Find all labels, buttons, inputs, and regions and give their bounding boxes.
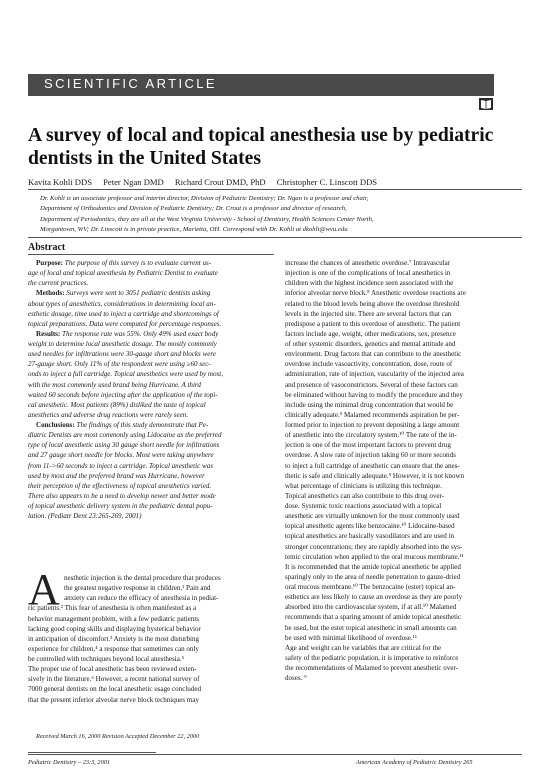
text-line: levels in the injected site. There are several factors that can (285, 309, 452, 318)
author-list (28, 177, 386, 187)
abstract-line (28, 471, 274, 481)
abstract-line (28, 390, 274, 400)
abstract-text: The purpose of this survey is to evaluate current us- (63, 259, 212, 267)
text-line: anesthetic are virtually unknown for the most commonly used (285, 512, 460, 521)
abstract-text: weight to determine local anesthetic dosage. The mostly commonly (28, 340, 217, 348)
text-line: be used, but the ester topical anesthetic in small amounts can (285, 623, 457, 632)
text-line: anxiety can reduce the efficacy of anesthesia in pediat- (64, 594, 219, 603)
abstract-line (28, 481, 274, 491)
abstract-text: used by most and the preferred brand was Hurricane, however (28, 471, 205, 480)
footer-rule (28, 754, 522, 755)
section-banner-label: SCIENTIFIC ARTICLE (44, 76, 217, 91)
abstract-line (28, 400, 274, 410)
divider (28, 752, 156, 753)
abstract-line (28, 420, 274, 430)
text-line: sparingly only to the area of needle penetration to gauze-dried (285, 572, 461, 581)
abstract-text: The findings of this study demonstrate that Pe- (74, 421, 209, 429)
abstract-section-label: Results: (36, 329, 61, 338)
text-line: that the present inferior alveolar nerve block techniques may (28, 695, 200, 704)
abstract-text: cal anesthetic. Most patients (89%) disliked the taste of topical (28, 400, 206, 409)
text-line: clinically adequate.⁹ Malamed recommends aspiration be per- (285, 410, 460, 419)
abstract-text: The response rate was 55%. Only 49% used exact body (60, 329, 219, 338)
text-line: jection is one of the most important factors to prevent drug (285, 441, 451, 450)
abstract-line (28, 440, 274, 450)
author-name: Peter Ngan DMD (103, 177, 164, 187)
abstract-line (28, 369, 274, 379)
text-line: predispose a patient to this overdose of anesthetic. The patient (285, 319, 461, 328)
abstract-section-label: Purpose: (36, 259, 64, 267)
abstract-text: onds to inject a full cartridge. Topical anesthetics were used by most, (28, 370, 224, 379)
text-line: The proper use of local anesthetic has been reviewed exten- (28, 665, 197, 674)
author-name: Kavita Kohli DDS (28, 177, 92, 187)
text-line: ric patients.² This fear of anesthesia is often manifested as a (28, 604, 197, 613)
abstract-line (28, 299, 274, 309)
footer-page: American Academy of Pediatric Dentistry 265 (356, 759, 473, 766)
divider (28, 237, 522, 238)
abstract-text: with the most commonly used brand being Hurricane. A third (28, 380, 201, 389)
abstract-text: used needles for infiltrations were 30-gauge short and blocks were (28, 350, 216, 359)
abstract-text: and 27 gauge short needle for blocks. Most were taking anywhere (28, 451, 214, 460)
text-line: the recommendations of Malamed to prevent anesthetic over- (285, 664, 459, 672)
abstract-line (28, 319, 274, 329)
text-line: administration, rate of injection, vascularity of the injected area (285, 370, 464, 379)
text-line: increase the chances of anesthetic overdose.⁷ Intravascular (285, 259, 451, 267)
text-line: injection is one of the complications of local anesthetics in (285, 269, 451, 278)
abstract-line (28, 430, 274, 440)
text-line: absorbed into the cardiovascular system, if at all.¹⁰ Malamed (285, 603, 457, 612)
abstract-line (28, 501, 274, 511)
text-line: overdose. A slow rate of injection taking 60 or more seconds (285, 451, 456, 460)
abstract-line (28, 309, 274, 319)
text-line: include using the minimal drug concentration that would be (285, 400, 454, 409)
text-line: dose. Systemic toxic reactions associated with a topical (285, 502, 442, 510)
text-line: of anesthetic into the circulatory system.¹⁰ The rate of the in- (285, 431, 457, 440)
text-line: safety of the pediatric population, it is imperative to reinforce (285, 653, 459, 662)
affiliation-block (40, 194, 540, 236)
abstract-text: the current practices. (28, 279, 89, 288)
author-name: Richard Crout DMD, PhD (174, 177, 266, 187)
text-line: the greatest negative response in children.¹ Pain and (64, 584, 211, 593)
affiliation-line: Dr. Kohli is an associate professor and interim director, Division of Pediatric Dentistry; Dr. Ngan is a professor and chair, (40, 195, 369, 202)
text-line: be eliminated without having to modify the procedure and they (285, 390, 463, 399)
affiliation-line: Department of Periodontics, they are all at the West Virginia University - School of Dentistry, Health Sciences Center North, (40, 215, 374, 223)
abstract-line (28, 359, 274, 369)
affiliation-line: Department of Orthodontics and Division of Pediatric Dentistry; Dr. Crout is a professor and director of research, (40, 205, 347, 213)
text-line: and presence of vasoconstrictors. Several of these factors can (285, 380, 458, 389)
text-line: 7000 general dentists on the local anesthetic usage concluded (28, 685, 201, 694)
abstract-text: diatric Dentists are most commonly using Lidocaine as the preferred (28, 431, 222, 440)
abstract-text: type of local anesthetic using 30 gauge short needle for infiltrations (28, 441, 220, 450)
abstract-text: of topical anesthetic delivery system in the pediatric dental popu- (28, 502, 213, 510)
received-dates: Received March 16, 2000 Revision Accepted December 22, 2000 (36, 733, 200, 740)
text-line: experience for children,⁴ a response that sometimes can only (28, 644, 199, 653)
text-line: thetic is safe and clinically adequate.⁹ However, it is not known (285, 471, 465, 480)
abstract-section-label: Methods: (36, 289, 65, 298)
abstract-text: 27-gauge short. Only 11% of the respondent were using ≥60 sec- (28, 360, 211, 369)
body-column-right (285, 258, 531, 683)
drop-cap: A (28, 565, 60, 614)
text-line: nesthetic injection is the dental procedure that produces (64, 574, 221, 582)
text-line: sively in the literature.⁶ However, a recent national survey of (28, 675, 200, 684)
abstract-body (28, 258, 274, 521)
text-line: children with the highest incidence seen associated with the (285, 279, 454, 288)
abstract-line (28, 329, 274, 339)
text-line: lacking good coping skills and displaying hysterical behavior (28, 624, 201, 633)
text-line: of other systemic disorders, genetics and mental attitude and (285, 340, 456, 348)
abstract-text: about types of anesthetics, considerations in determining local an- (28, 299, 216, 308)
abstract-text: There also appears to be a need to develop newer and better mode (28, 491, 216, 500)
text-line: environment. Drug factors that can contribute to the anesthetic (285, 350, 462, 359)
abstract-line (28, 278, 274, 288)
text-line: temic circulation when applied to the oral mucous membrane.¹¹ (285, 552, 464, 561)
abstract-text: age of local and topical anesthesia by Pediatric Dentist to evaluate (28, 269, 218, 278)
text-line: doses. ⁹ (285, 674, 307, 683)
text-line: be controlled with techniques beyond local anesthesia.⁵ (28, 655, 185, 663)
text-line: topical anesthetic agents like benzocaine.¹⁰ Lidocaine-based (285, 522, 455, 531)
abstract-line (28, 450, 274, 460)
text-line: esthetics are less likely to cause an overdose as they are poorly (285, 593, 463, 602)
text-line: be used with minimal likelihood of overdose.¹¹ (285, 633, 418, 642)
abstract-text: waited 60 seconds before injecting after the application of the topi- (28, 390, 218, 399)
abstract-line (28, 491, 274, 501)
author-name: Christopher C. Linscott DDS (276, 177, 378, 187)
divider (28, 189, 522, 190)
text-line: It is recommended that the amide topical anesthetic be applied (285, 562, 461, 571)
article-title: A survey of local and topical anesthesia use by pediatric dentists in the United States (28, 125, 494, 169)
abstract-line (28, 288, 274, 298)
body-column-left (28, 573, 274, 705)
text-line: recommends that a sparing amount of amide topical anesthetic (285, 613, 462, 622)
text-line: what percentage of clinicians is utilizing this technique. (285, 481, 442, 490)
abstract-line (28, 349, 274, 359)
abstract-line (28, 380, 274, 390)
text-line: topical anesthetics are basically vasodilators and are used in (285, 532, 455, 541)
abstract-text: from 11->60 seconds to inject a cartridge. Topical anesthetic was (28, 461, 213, 470)
text-line: related to the blood levels being above the overdose threshold (285, 299, 460, 308)
abstract-line (28, 511, 274, 521)
text-line: stronger concentrations; they are rapidly absorbed into the sys- (285, 542, 463, 551)
affiliation-line: Morgantown, WV; Dr. Linscott is in private practice, Marietta, OH. Correspond with Dr. Kohli at dkohli@wvu.edu (40, 226, 348, 234)
text-line: inferior alveolar nerve block.⁸ Anesthetic overdose reactions are (285, 289, 466, 298)
footer-journal: Pediatric Dentistry – 23:3, 2001 (28, 759, 111, 766)
text-line: Age and weight can be variables that are critical for the (285, 643, 442, 652)
book-icon (478, 96, 494, 112)
text-line: factors include age, weight, other medications, sex, presence (285, 329, 456, 338)
abstract-heading: Abstract (28, 242, 66, 253)
text-line: to inject a full cartridge of anesthetic can ensure that the anes- (285, 461, 460, 470)
divider (28, 254, 274, 255)
abstract-text: lation. (Pediatr Dent 23:265-269, 2001) (28, 512, 142, 521)
abstract-line (28, 258, 274, 268)
abstract-text: anesthetics and adverse drug reactions were rarely seen. (28, 410, 189, 419)
text-line: overdose include vasoactivity, concentration, dose, route of (285, 360, 453, 369)
abstract-text: Surveys were sent to 3051 pediatric dentists asking (64, 289, 211, 298)
abstract-line (28, 461, 274, 471)
text-line: formed prior to injection to prevent depositing a large amount (285, 421, 460, 429)
abstract-section-label: Conclusions: (36, 421, 75, 429)
abstract-text: topical preparations. Data were computed for percentage responses. (28, 319, 222, 328)
abstract-line (28, 410, 274, 420)
abstract-line (28, 339, 274, 349)
abstract-line (28, 268, 274, 278)
text-line: in anticipation of discomfort.³ Anxiety is the most disturbing (28, 634, 200, 643)
text-line: behavior management problem, with a few pediatric patients (28, 614, 200, 623)
text-line: Topical anesthetics can also contribute to this drug over- (285, 491, 445, 500)
abstract-text: their perception of the effectiveness of topical anesthetics varied. (28, 481, 212, 490)
abstract-text: esthetic dosage, time used to inject a cartridge and shortcomings of (28, 309, 219, 318)
text-line: oral mucous membrane.¹⁰ The benzocaine (ester) topical an- (285, 583, 456, 591)
